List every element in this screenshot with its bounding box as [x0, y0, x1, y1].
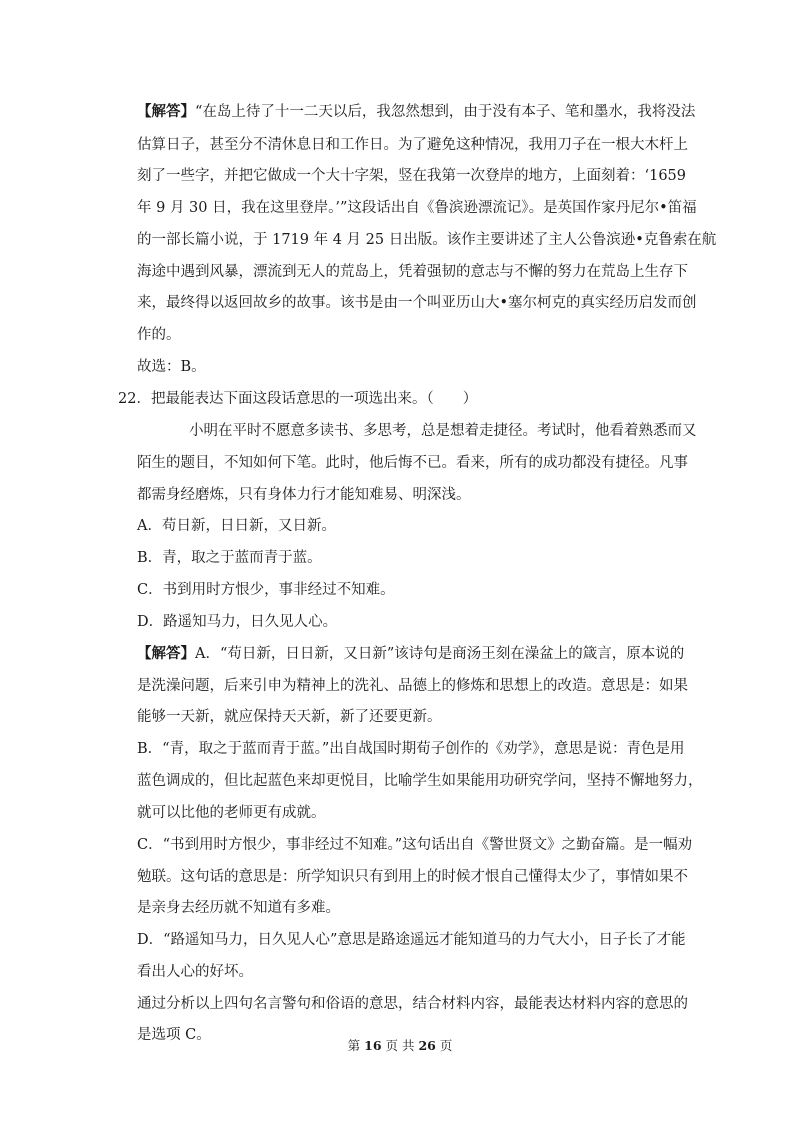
answer21-line5: 的一部长篇小说，于 1719 年 4 月 25 日出版。该作主要讲述了主人公鲁滨逊•克鲁索在航 [137, 232, 717, 248]
question22-stem: 22．把最能表达下面这段话意思的一项选出来。（ ） [118, 391, 478, 407]
answer22-c-line3: 是亲身去经历就不知道有多难。 [137, 900, 340, 916]
question22-option-c: C．书到用时方恨少，事非经过不知难。 [137, 582, 395, 598]
question22-option-b: B．青，取之于蓝而青于蓝。 [137, 550, 322, 566]
question22-option-d: D．路遥知马力，日久见人心。 [137, 614, 338, 630]
answer22-c-line2: 勉联。这句话的意思是：所学知识只有到用上的时候才恨自己懂得太少了，事情如果不 [137, 869, 688, 885]
page-footer: 第 16 页 共 26 页 [347, 1038, 453, 1053]
answer22-c-line1: C．“书到用时方恨少，事非经过不知难。”这句话出自《警世贤文》之勤奋篇。是一幅劝 [137, 837, 693, 853]
question22-option-a: A．苟日新，日日新，又日新。 [137, 518, 336, 534]
question22-passage-line2: 陌生的题目，不知如何下笔。此时，他后悔不已。看来，所有的成功都没有捷径。凡事 [137, 455, 688, 471]
answer21-line8: 作的。 [137, 327, 181, 343]
answer22-b-line2: 蓝色调成的，但比起蓝色来却更悦目，比喻学生如果能用功研究学问，坚持不懈地努力， [137, 773, 703, 789]
question22-passage-line1: 小明在平时不愿意多读书、多思考，总是想着走捷径。考试时，他看着熟悉而又 [189, 423, 697, 439]
answer22-b-line1: B．“青，取之于蓝而青于蓝。”出自战国时期荀子创作的《劝学》，意思是说：青色是用 [137, 741, 685, 757]
question22-passage-line3: 都需身经磨炼，只有身体力行才能知难易、明深浅。 [137, 487, 471, 503]
total-page-number: 26 [418, 1038, 436, 1053]
answer-tag: 【解答】 [137, 103, 195, 120]
answer22-summary-line1: 通过分析以上四句名言警句和俗语的意思，结合材料内容，最能表达材料内容的意思的 [137, 996, 688, 1012]
answer21-line2: 估算日子，甚至分不清休息日和工作日。为了避免这种情况，我用刀子在一根大木杆上 [137, 137, 688, 153]
answer22-b-line3: 就可以比他的老师更有成就。 [137, 805, 326, 821]
answer22-d-line2: 看出人心的好坏。 [137, 964, 253, 980]
answer21-line6: 海途中遇到风暴，漂流到无人的荒岛上，凭着强韧的意志与不懈的努力在荒岛上生存下 [137, 264, 688, 280]
answer21-line1: 【解答】“在岛上待了十一二天以后，我忽然想到，由于没有本子、笔和墨水，我将没法 [137, 103, 696, 120]
answer22-a-line3: 能够一天新，就应保持天天新，新了还要更新。 [137, 709, 442, 725]
answer21-line4: 年 9 月 30 日，我在这里登岸。’”这段话出自《鲁滨逊漂流记》。是英国作家丹尼尔•笛福 [137, 200, 697, 216]
answer22-summary-line2: 是选项 C。 [137, 1027, 211, 1043]
answer22-a-line1: 【解答】A．“苟日新，日日新，又日新”该诗句是商汤王刻在澡盆上的箴言，原本说的 [137, 645, 685, 662]
answer21-choice: 故选：B。 [137, 359, 206, 375]
answer21-line3: 刻了一些字，并把它做成一个大十字架，竖在我第一次登岸的地方，上面刻着：‘1659 [137, 168, 687, 184]
answer22-d-line1: D．“路遥知马力，日久见人心”意思是路途遥远才能知道马的力气大小，日子长了才能 [137, 932, 686, 948]
answer-tag: 【解答】 [137, 645, 195, 662]
answer22-a-line2: 是洗澡问题，后来引申为精神上的洗礼、品德上的修炼和思想上的改造。意思是：如果 [137, 678, 688, 694]
answer21-line7: 来，最终得以返回故乡的故事。该书是由一个叫亚历山大•塞尔柯克的真实经历启发而创 [137, 295, 697, 311]
current-page-number: 16 [364, 1038, 382, 1053]
